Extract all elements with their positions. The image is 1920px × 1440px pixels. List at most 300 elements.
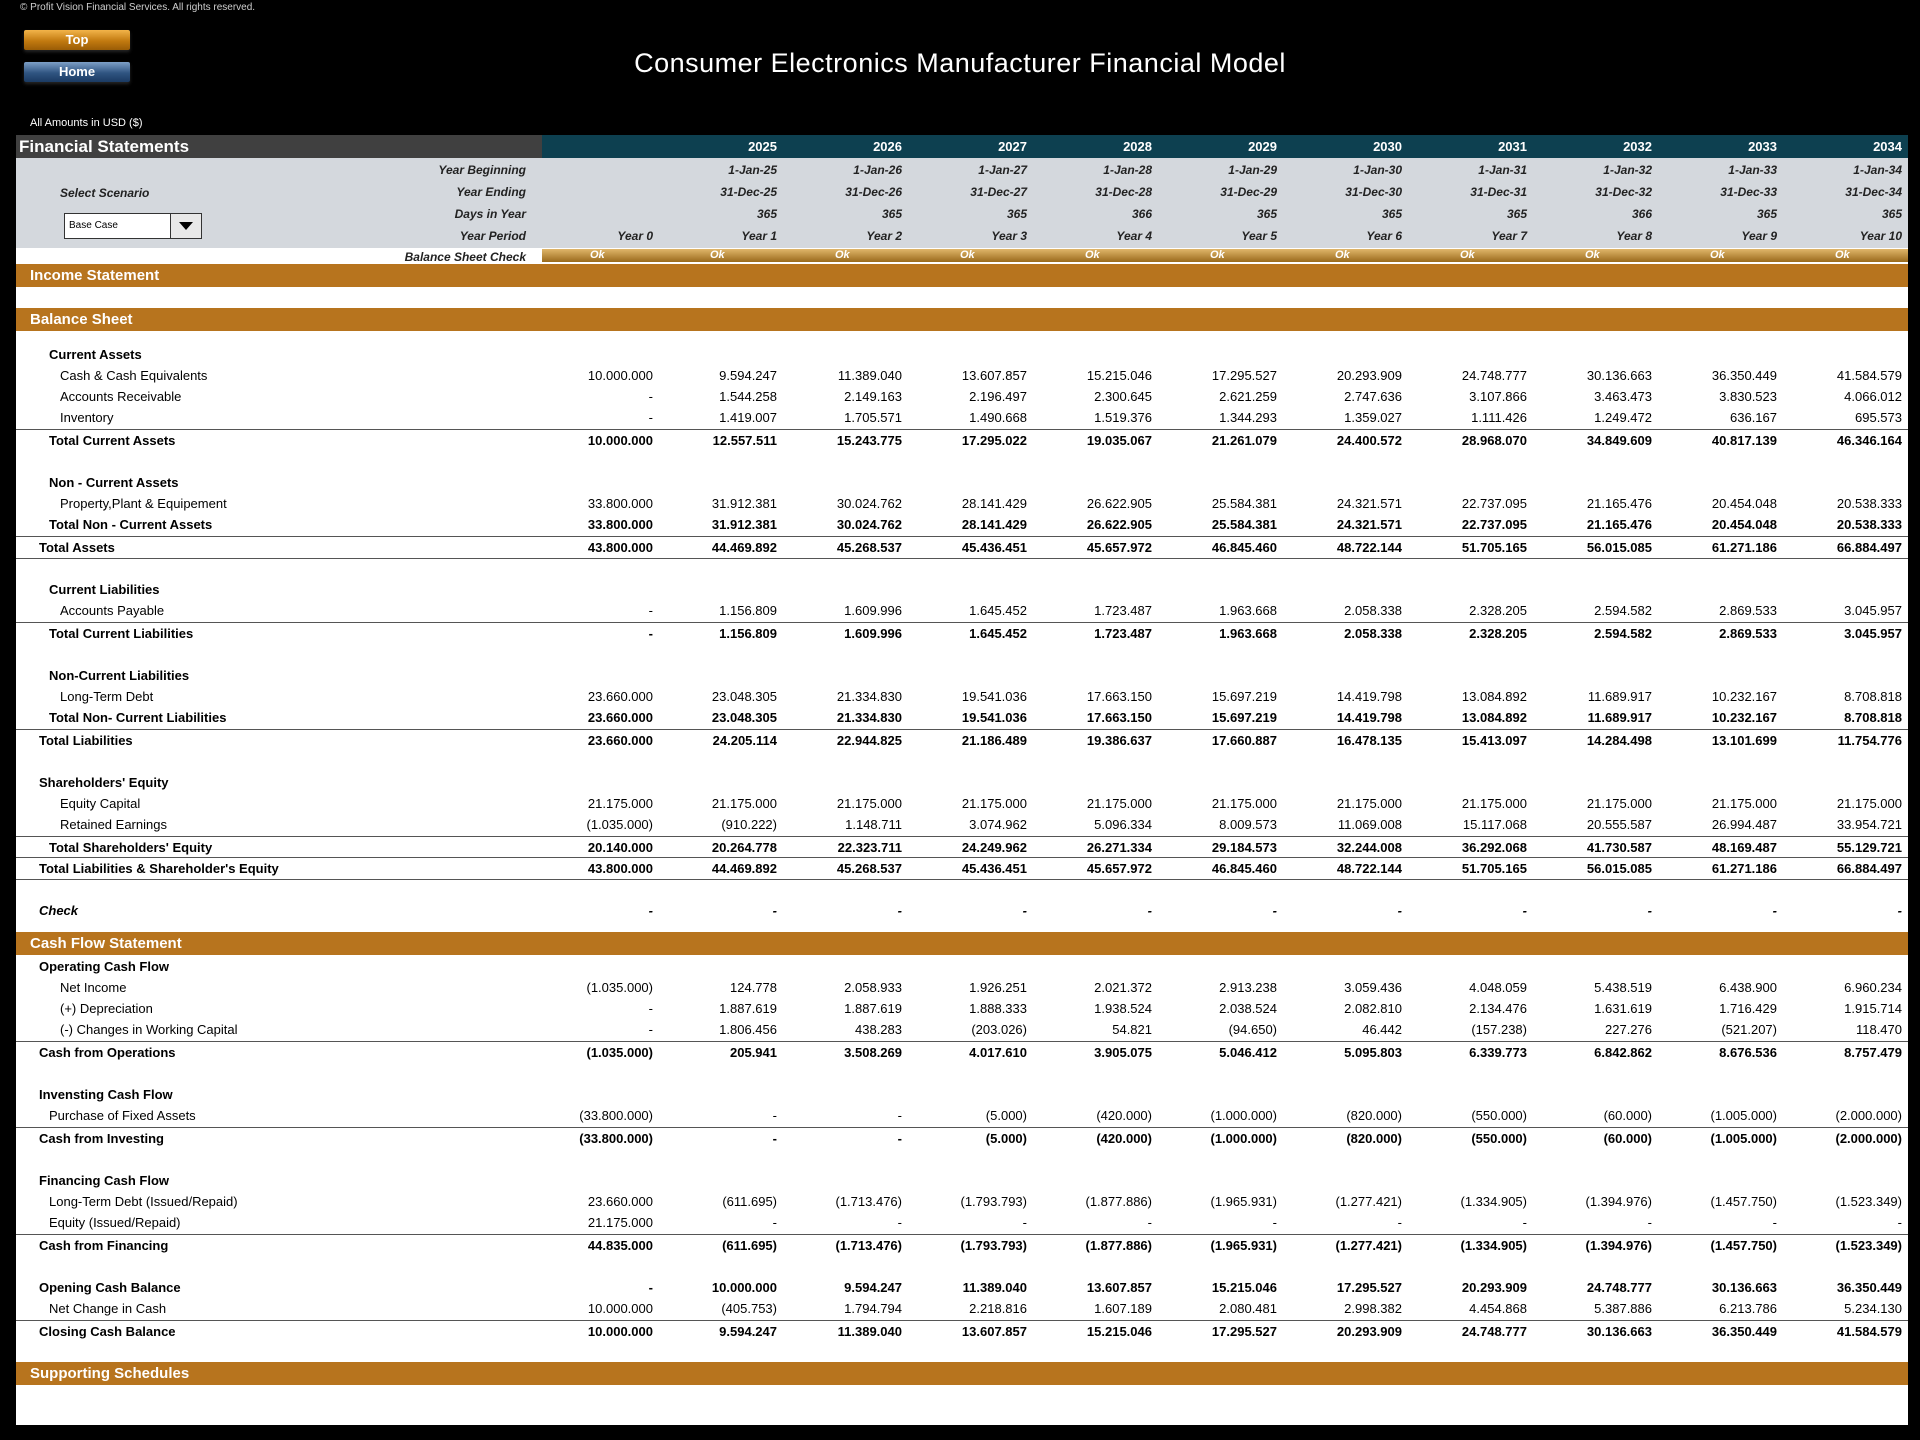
row-value: 21.261.079 xyxy=(1211,433,1277,448)
row-value: 2.747.636 xyxy=(1344,389,1402,404)
row-value: 40.817.139 xyxy=(1711,433,1777,448)
row-label: Total Liabilities xyxy=(39,733,133,748)
row-value: 14.419.798 xyxy=(1336,689,1402,704)
row-value: 13.084.892 xyxy=(1461,710,1527,725)
row-value: (2.000.000) xyxy=(1835,1131,1902,1146)
table-row xyxy=(16,1234,1908,1256)
row-value: 31.912.381 xyxy=(711,496,777,511)
row-value: - xyxy=(1897,1215,1902,1230)
table-row xyxy=(16,977,1908,998)
row-value: 1.419.007 xyxy=(719,410,777,425)
days-cell: 365 xyxy=(1381,207,1402,221)
row-value: 46.442 xyxy=(1362,1022,1402,1037)
row-value: 25.584.381 xyxy=(1211,496,1277,511)
row-value: (1.523.349) xyxy=(1835,1238,1902,1253)
row-value: 10.232.167 xyxy=(1711,689,1777,704)
row-value: (1.035.000) xyxy=(586,1045,653,1060)
row-value: 695.573 xyxy=(1855,410,1902,425)
periods-cell: Year 9 xyxy=(1741,229,1777,243)
row-value: 45.436.451 xyxy=(961,540,1027,555)
row-value: 9.594.247 xyxy=(844,1280,902,1295)
row-value: 26.994.487 xyxy=(1711,817,1777,832)
row-value: - xyxy=(772,903,777,918)
row-value: 1.156.809 xyxy=(719,603,777,618)
row-value: 56.015.085 xyxy=(1586,540,1652,555)
row-value: 17.663.150 xyxy=(1086,710,1152,725)
row-value: 45.268.537 xyxy=(836,861,902,876)
row-value: 66.884.497 xyxy=(1836,861,1902,876)
row-value: - xyxy=(648,903,653,918)
row-value: 2.058.338 xyxy=(1344,603,1402,618)
row-value: 2.038.524 xyxy=(1219,1001,1277,1016)
row-label: Invensting Cash Flow xyxy=(39,1087,173,1102)
top-button[interactable]: Top xyxy=(24,30,130,50)
row-value: 20.293.909 xyxy=(1336,368,1402,383)
table-row xyxy=(16,1041,1908,1063)
row-value: 2.082.810 xyxy=(1344,1001,1402,1016)
balance-sheet-check-label: Balance Sheet Check xyxy=(404,250,526,264)
income-statement-header: Income Statement xyxy=(16,264,1908,287)
row-label: Total Current Assets xyxy=(49,433,176,448)
table-row xyxy=(16,386,1908,407)
row-value: 21.175.000 xyxy=(1711,796,1777,811)
row-value: 2.869.533 xyxy=(1719,626,1777,641)
row-value: (60.000) xyxy=(1603,1108,1652,1123)
table-row xyxy=(16,686,1908,707)
periods-cell: Year 2 xyxy=(866,229,902,243)
row-value: 45.268.537 xyxy=(836,540,902,555)
row-value: 43.800.000 xyxy=(587,861,653,876)
row-value: (1.277.421) xyxy=(1335,1194,1402,1209)
row-label: Total Shareholders' Equity xyxy=(49,840,213,855)
row-value: - xyxy=(1647,1215,1652,1230)
row-value: 3.074.962 xyxy=(969,817,1027,832)
year-header-5: 2030 xyxy=(1373,139,1402,154)
row-value: 17.295.527 xyxy=(1211,1324,1277,1339)
row-value: 2.300.645 xyxy=(1094,389,1152,404)
table-row xyxy=(16,536,1908,559)
year-header-3: 2028 xyxy=(1123,139,1152,154)
row-label: Inventory xyxy=(60,410,114,425)
row-value: 10.232.167 xyxy=(1711,710,1777,725)
balance-check-ok: Ok xyxy=(1335,249,1350,261)
row-value: 20.454.048 xyxy=(1711,496,1777,511)
year-ending-cell: 31-Dec-28 xyxy=(1095,185,1152,199)
row-value: 636.167 xyxy=(1730,410,1777,425)
row-value: (405.753) xyxy=(721,1301,777,1316)
supporting-schedules-header: Supporting Schedules xyxy=(16,1362,1908,1385)
row-value: 11.389.040 xyxy=(962,1280,1027,1295)
home-button[interactable]: Home xyxy=(24,62,130,82)
row-value: 2.594.582 xyxy=(1594,626,1652,641)
row-value: (1.793.793) xyxy=(960,1194,1027,1209)
chevron-down-icon[interactable] xyxy=(170,214,201,238)
year-ending-cell: 31-Dec-34 xyxy=(1845,185,1902,199)
row-value: (60.000) xyxy=(1603,1131,1652,1146)
days-cell: 365 xyxy=(881,207,902,221)
row-value: 22.323.711 xyxy=(837,840,902,855)
row-value: 19.541.036 xyxy=(961,710,1027,725)
scenario-dropdown[interactable] xyxy=(64,213,202,239)
row-value: 33.954.721 xyxy=(1836,817,1902,832)
year-beginning-cell: 1-Jan-32 xyxy=(1603,163,1652,177)
row-value: 26.622.905 xyxy=(1086,496,1152,511)
row-value: 1.716.429 xyxy=(1719,1001,1777,1016)
table-row xyxy=(16,407,1908,428)
row-value: 21.165.476 xyxy=(1586,496,1652,511)
table-row xyxy=(16,493,1908,514)
row-value: 21.165.476 xyxy=(1586,517,1652,532)
table-row xyxy=(16,1127,1908,1149)
row-value: 51.705.165 xyxy=(1461,861,1527,876)
row-value: - xyxy=(1147,903,1152,918)
year-beginning-cell: 1-Jan-34 xyxy=(1853,163,1902,177)
table-row xyxy=(16,793,1908,814)
row-value: 2.021.372 xyxy=(1094,980,1152,995)
days-cell: 365 xyxy=(1756,207,1777,221)
row-label: Check xyxy=(39,903,79,918)
row-value: (521.207) xyxy=(1721,1022,1777,1037)
year-header-7: 2032 xyxy=(1623,139,1652,154)
row-value: (1.877.886) xyxy=(1085,1194,1152,1209)
table-row xyxy=(16,1105,1908,1126)
periods-cell: Year 4 xyxy=(1116,229,1152,243)
row-value: 5.095.803 xyxy=(1344,1045,1402,1060)
row-value: 24.748.777 xyxy=(1586,1280,1652,1295)
row-label: Equity Capital xyxy=(60,796,141,811)
row-value: 1.607.189 xyxy=(1094,1301,1152,1316)
row-value: 28.141.429 xyxy=(961,517,1027,532)
scenario-value: Base Case xyxy=(69,220,118,231)
row-value: 21.175.000 xyxy=(1836,796,1902,811)
row-value: (550.000) xyxy=(1471,1108,1527,1123)
days-cell: 365 xyxy=(1006,207,1027,221)
row-value: - xyxy=(1397,1215,1402,1230)
row-value: 1.249.472 xyxy=(1594,410,1652,425)
row-label: Total Non- Current Liabilities xyxy=(49,710,227,725)
row-value: 1.888.333 xyxy=(969,1001,1027,1016)
row-value: 17.295.022 xyxy=(961,433,1027,448)
year-ending-cell: 31-Dec-31 xyxy=(1470,185,1527,199)
balance-check-ok: Ok xyxy=(1835,249,1850,261)
row-value: - xyxy=(897,1108,902,1123)
row-value: 1.359.027 xyxy=(1344,410,1402,425)
periods-cell: Year 7 xyxy=(1491,229,1527,243)
row-value: - xyxy=(1772,1215,1777,1230)
balance-check-ok: Ok xyxy=(1585,249,1600,261)
days-cell: 365 xyxy=(756,207,777,221)
row-value: 6.960.234 xyxy=(1844,980,1902,995)
row-value: 21.186.489 xyxy=(961,733,1027,748)
year-header-6: 2031 xyxy=(1498,139,1527,154)
row-value: 1.609.996 xyxy=(844,603,902,618)
row-value: - xyxy=(648,626,653,641)
row-value: 10.000.000 xyxy=(587,368,653,383)
row-label: Net Income xyxy=(60,980,127,995)
row-value: 19.541.036 xyxy=(961,689,1027,704)
table-row xyxy=(16,429,1908,451)
table-row xyxy=(16,365,1908,386)
row-value: 15.697.219 xyxy=(1211,710,1277,725)
row-value: 3.059.436 xyxy=(1344,980,1402,995)
row-value: 1.938.524 xyxy=(1094,1001,1152,1016)
row-value: - xyxy=(772,1108,777,1123)
row-value: 6.213.786 xyxy=(1719,1301,1777,1316)
row-value: 33.800.000 xyxy=(587,517,653,532)
row-value: 15.215.046 xyxy=(1211,1280,1277,1295)
row-value: 14.419.798 xyxy=(1336,710,1402,725)
row-value: 227.276 xyxy=(1605,1022,1652,1037)
row-label: Closing Cash Balance xyxy=(39,1324,176,1339)
row-value: 1.794.794 xyxy=(844,1301,902,1316)
periods-cell: Year 1 xyxy=(741,229,777,243)
row-value: 36.350.449 xyxy=(1836,1280,1902,1295)
table-row xyxy=(16,1212,1908,1233)
row-value: 2.869.533 xyxy=(1719,603,1777,618)
row-value: 24.205.114 xyxy=(712,733,777,748)
row-label: Shareholders' Equity xyxy=(39,775,169,790)
row-label: Cash from Investing xyxy=(39,1131,164,1146)
year-header-0: 2025 xyxy=(748,139,777,154)
table-row xyxy=(16,1298,1908,1319)
balance-check-ok: Ok xyxy=(960,249,975,261)
row-value: 31.912.381 xyxy=(711,517,777,532)
row-value: (1.334.905) xyxy=(1460,1238,1527,1253)
row-label: Property,Plant & Equipement xyxy=(60,496,227,511)
row-value: 2.913.238 xyxy=(1219,980,1277,995)
row-value: 17.295.527 xyxy=(1211,368,1277,383)
row-value: 13.607.857 xyxy=(1086,1280,1152,1295)
row-label: Operating Cash Flow xyxy=(39,959,170,974)
row-value: 205.941 xyxy=(730,1045,777,1060)
row-value: 20.538.333 xyxy=(1836,496,1902,511)
row-value: - xyxy=(1022,903,1027,918)
row-value: 22.944.825 xyxy=(836,733,902,748)
year-ending-cell: 31-Dec-27 xyxy=(970,185,1027,199)
row-value: 21.175.000 xyxy=(1336,796,1402,811)
row-value: 3.508.269 xyxy=(844,1045,902,1060)
table-row xyxy=(16,707,1908,728)
page-title: Consumer Electronics Manufacturer Financial Model xyxy=(634,48,1286,78)
row-value: 6.842.862 xyxy=(1594,1045,1652,1060)
row-value: 2.594.582 xyxy=(1594,603,1652,618)
row-value: - xyxy=(1397,903,1402,918)
row-value: 21.175.000 xyxy=(587,796,653,811)
year-ending-cell: 31-Dec-32 xyxy=(1595,185,1652,199)
periods-cell: Year 10 xyxy=(1859,229,1902,243)
row-value: 2.621.259 xyxy=(1219,389,1277,404)
row-value: 1.915.714 xyxy=(1844,1001,1902,1016)
row-value: 1.631.619 xyxy=(1594,1001,1652,1016)
row-value: 30.136.663 xyxy=(1586,368,1652,383)
row-value: 21.175.000 xyxy=(587,1215,653,1230)
row-value: - xyxy=(897,903,902,918)
row-value: 19.386.637 xyxy=(1086,733,1152,748)
table-row xyxy=(16,956,1908,977)
year-header-8: 2033 xyxy=(1748,139,1777,154)
row-value: - xyxy=(1272,1215,1277,1230)
row-value: 8.708.818 xyxy=(1844,689,1902,704)
row-value: 11.689.917 xyxy=(1587,710,1652,725)
row-value: 10.000.000 xyxy=(587,1301,653,1316)
row-value: - xyxy=(1022,1215,1027,1230)
row-value: 11.689.917 xyxy=(1587,689,1652,704)
row-value: (2.000.000) xyxy=(1835,1108,1902,1123)
row-value: - xyxy=(648,410,653,425)
row-value: 4.454.868 xyxy=(1469,1301,1527,1316)
row-value: 30.136.663 xyxy=(1711,1280,1777,1295)
year-beginning-cell: 1-Jan-31 xyxy=(1478,163,1527,177)
table-row xyxy=(16,1320,1908,1342)
row-value: 8.708.818 xyxy=(1844,710,1902,725)
year-beginning-cell: 1-Jan-28 xyxy=(1103,163,1152,177)
row-value: - xyxy=(1522,1215,1527,1230)
row-label: Accounts Payable xyxy=(60,603,165,618)
row-value: 1.963.668 xyxy=(1219,626,1277,641)
select-scenario-label: Select Scenario xyxy=(60,186,150,200)
row-value: (1.394.976) xyxy=(1585,1194,1652,1209)
row-value: (1.000.000) xyxy=(1210,1131,1277,1146)
periods-cell: Year 0 xyxy=(617,229,653,243)
row-value: - xyxy=(897,1131,902,1146)
row-value: 16.478.135 xyxy=(1336,733,1402,748)
row-value: (420.000) xyxy=(1096,1108,1152,1123)
row-value: (1.394.976) xyxy=(1585,1238,1652,1253)
year-beginning-label: Year Beginning xyxy=(438,163,526,177)
row-value: (157.238) xyxy=(1471,1022,1527,1037)
row-value: 44.835.000 xyxy=(587,1238,653,1253)
copyright-notice: © Profit Vision Financial Services. All rights reserved. xyxy=(20,2,256,13)
row-value: 2.149.163 xyxy=(844,389,902,404)
days-cell: 366 xyxy=(1131,207,1152,221)
row-value: 21.175.000 xyxy=(1461,796,1527,811)
row-value: 26.622.905 xyxy=(1086,517,1152,532)
year-ending-cell: 31-Dec-33 xyxy=(1720,185,1777,199)
row-label: Accounts Receivable xyxy=(60,389,182,404)
year-header-9: 2034 xyxy=(1873,139,1902,154)
row-label: Non - Current Assets xyxy=(49,475,179,490)
row-value: 30.024.762 xyxy=(836,496,902,511)
row-value: 1.111.426 xyxy=(1471,410,1527,425)
row-value: 24.321.571 xyxy=(1336,517,1402,532)
row-value: 15.215.046 xyxy=(1086,368,1152,383)
row-value: 4.017.610 xyxy=(969,1045,1027,1060)
year-header-2: 2027 xyxy=(998,139,1027,154)
row-label: Total Liabilities & Shareholder's Equity xyxy=(39,861,279,876)
row-value: (1.523.349) xyxy=(1835,1194,1902,1209)
row-value: 13.607.857 xyxy=(961,368,1027,383)
year-beginning-cell: 1-Jan-29 xyxy=(1228,163,1277,177)
row-value: 9.594.247 xyxy=(719,1324,777,1339)
table-row xyxy=(16,579,1908,600)
row-value: 1.705.571 xyxy=(844,410,902,425)
row-value: 1.887.619 xyxy=(844,1001,902,1016)
row-value: - xyxy=(772,1215,777,1230)
row-value: 41.584.579 xyxy=(1836,1324,1902,1339)
year-ending-cell: 31-Dec-25 xyxy=(720,185,777,199)
row-value: 48.169.487 xyxy=(1711,840,1777,855)
year-ending-label: Year Ending xyxy=(456,185,526,199)
row-value: - xyxy=(897,1215,902,1230)
row-value: 2.998.382 xyxy=(1344,1301,1402,1316)
year-beginning-cell: 1-Jan-33 xyxy=(1728,163,1777,177)
row-value: 21.334.830 xyxy=(836,689,902,704)
table-row xyxy=(16,814,1908,835)
row-value: 9.594.247 xyxy=(719,368,777,383)
row-value: (1.965.931) xyxy=(1210,1194,1277,1209)
table-row xyxy=(16,622,1908,644)
row-value: 21.175.000 xyxy=(1586,796,1652,811)
year-beginning-cell: 1-Jan-30 xyxy=(1353,163,1402,177)
row-value: 6.438.900 xyxy=(1719,980,1777,995)
table-row xyxy=(16,772,1908,793)
days-cell: 365 xyxy=(1881,207,1902,221)
row-value: (1.000.000) xyxy=(1210,1108,1277,1123)
row-value: 438.283 xyxy=(855,1022,902,1037)
row-value: 24.748.777 xyxy=(1461,1324,1527,1339)
row-value: 11.389.040 xyxy=(837,368,902,383)
row-value: - xyxy=(648,1280,653,1295)
sheet-title: Financial Statements xyxy=(16,135,542,158)
row-value: 3.045.957 xyxy=(1844,603,1902,618)
table-row xyxy=(16,665,1908,686)
table-row xyxy=(16,1191,1908,1212)
row-value: 25.584.381 xyxy=(1211,517,1277,532)
row-value: 56.015.085 xyxy=(1586,861,1652,876)
row-value: 1.519.376 xyxy=(1094,410,1152,425)
row-label: Retained Earnings xyxy=(60,817,167,832)
table-row xyxy=(16,900,1908,921)
row-value: 13.101.699 xyxy=(1711,733,1777,748)
row-value: 11.389.040 xyxy=(837,1324,902,1339)
row-value: 5.096.334 xyxy=(1094,817,1152,832)
row-value: - xyxy=(1522,903,1527,918)
row-value: 36.350.449 xyxy=(1711,368,1777,383)
row-value: 45.436.451 xyxy=(961,861,1027,876)
row-value: 15.243.775 xyxy=(836,433,902,448)
row-value: 14.284.498 xyxy=(1586,733,1652,748)
row-value: 33.800.000 xyxy=(587,496,653,511)
row-value: 20.555.587 xyxy=(1586,817,1652,832)
row-value: 10.000.000 xyxy=(587,1324,653,1339)
row-label: Current Liabilities xyxy=(49,582,160,597)
row-value: 15.413.097 xyxy=(1461,733,1527,748)
row-value: (203.026) xyxy=(971,1022,1027,1037)
row-value: 51.705.165 xyxy=(1461,540,1527,555)
periods-cell: Year 6 xyxy=(1366,229,1402,243)
row-value: - xyxy=(1647,903,1652,918)
row-value: 21.175.000 xyxy=(961,796,1027,811)
balance-sheet-header: Balance Sheet xyxy=(16,308,1908,331)
row-value: 15.117.068 xyxy=(1462,817,1527,832)
row-value: 6.339.773 xyxy=(1469,1045,1527,1060)
periods-cell: Year 8 xyxy=(1616,229,1652,243)
row-value: (5.000) xyxy=(985,1131,1027,1146)
row-value: 36.292.068 xyxy=(1461,840,1527,855)
row-value: 2.196.497 xyxy=(969,389,1027,404)
balance-check-ok: Ok xyxy=(710,249,725,261)
row-label: (-) Changes in Working Capital xyxy=(60,1022,238,1037)
row-value: - xyxy=(1772,903,1777,918)
row-value: 10.000.000 xyxy=(587,433,653,448)
row-value: (611.695) xyxy=(722,1238,777,1253)
row-value: 28.968.070 xyxy=(1461,433,1527,448)
row-value: 45.657.972 xyxy=(1086,861,1152,876)
row-value: 23.048.305 xyxy=(711,710,777,725)
row-value: 48.722.144 xyxy=(1336,861,1402,876)
row-value: 1.645.452 xyxy=(969,626,1027,641)
year-header-4: 2029 xyxy=(1248,139,1277,154)
